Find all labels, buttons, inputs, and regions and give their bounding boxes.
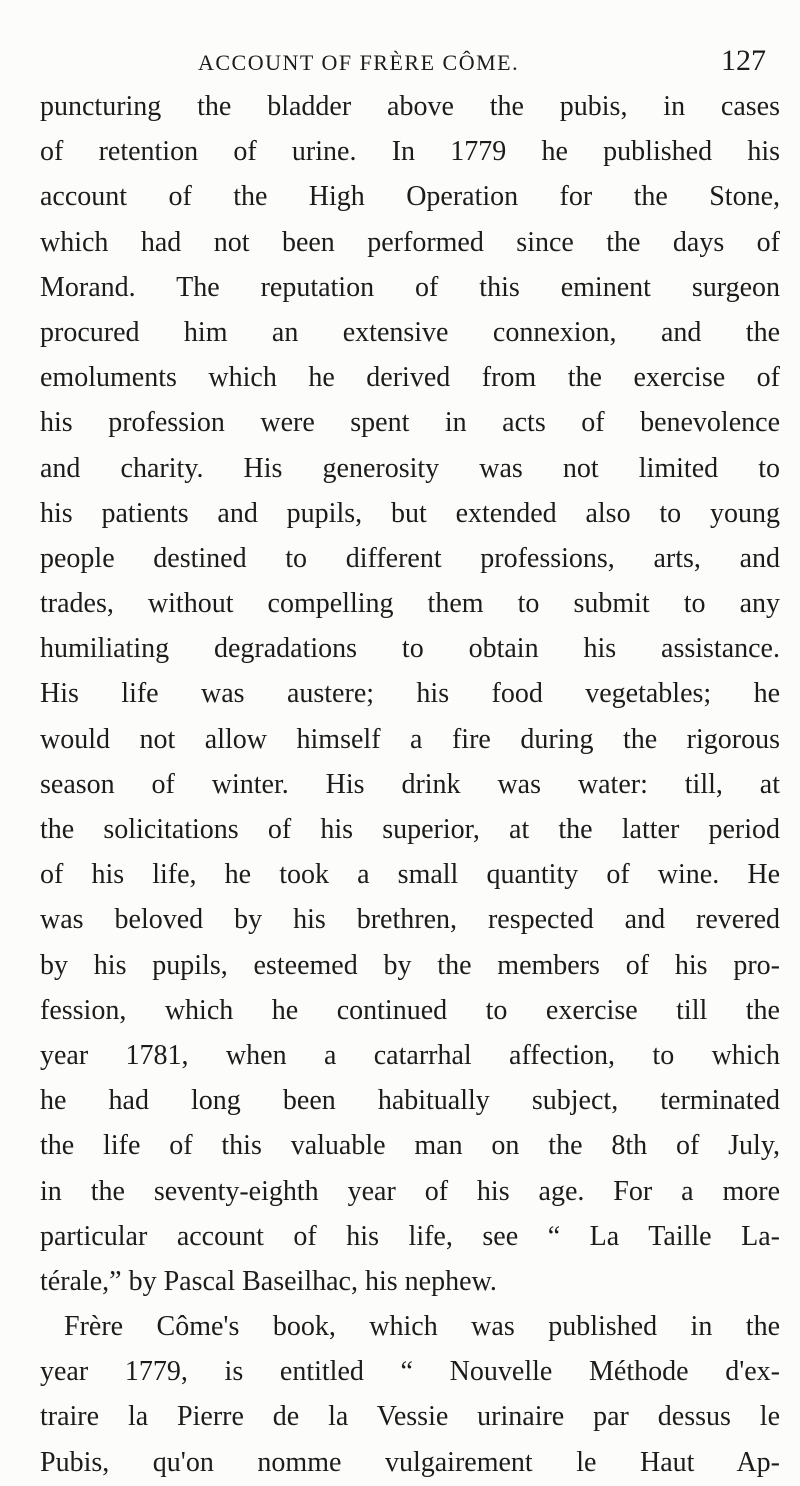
page-number: 127 bbox=[721, 44, 766, 77]
paragraph-end-line: térale,” by Pascal Baseilhac, his nephew. bbox=[40, 1265, 497, 1297]
text-line: particular account of his life, see “ La Taille La- bbox=[40, 1220, 780, 1252]
text-line: people destined to different professions, arts, and bbox=[40, 542, 780, 574]
text-line: of his life, he took a small quantity of wine. He bbox=[40, 859, 780, 891]
running-header bbox=[28, 44, 780, 84]
text-line: the solicitations of his superior, at the latter period bbox=[40, 814, 780, 845]
text-line: he had long been habitually subject, terminated bbox=[40, 1085, 780, 1117]
text-line: year 1781, when a catarrhal affection, to which bbox=[40, 1039, 780, 1071]
text-line: by his pupils, esteemed by the members of his pro- bbox=[40, 949, 780, 981]
text-line: was beloved by his brethren, respected and revered bbox=[40, 904, 780, 936]
text-line: Morand. The reputation of this eminent surgeon bbox=[40, 271, 780, 303]
text-line: His life was austere; his food vegetables; he bbox=[40, 678, 780, 710]
text-line: and charity. His generosity was not limited to bbox=[40, 452, 780, 484]
text-line: trades, without compelling them to submit to any bbox=[40, 588, 780, 620]
text-line: procured him an extensive connexion, and the bbox=[40, 316, 780, 348]
text-line: account of the High Operation for the Stone, bbox=[40, 181, 780, 213]
text-line: emoluments which he derived from the exercise of bbox=[40, 362, 780, 394]
text-line: humiliating degradations to obtain his assistance. bbox=[40, 633, 780, 665]
body-text bbox=[40, 84, 780, 1485]
text-line: season of winter. His drink was water: till, at bbox=[40, 768, 780, 800]
text-line: Pubis, qu'on nomme vulgairement le Haut Ap- bbox=[40, 1446, 780, 1478]
text-line: his patients and pupils, but extended also to young bbox=[40, 497, 780, 529]
text-line: would not allow himself a fire during the rigorous bbox=[40, 723, 780, 755]
text-line: the life of this valuable man on the 8th of July, bbox=[40, 1130, 780, 1162]
paragraph-start-line: Frère Côme's book, which was published in the bbox=[64, 1311, 780, 1343]
text-line: year 1779, is entitled “ Nouvelle Méthode d'ex- bbox=[40, 1356, 780, 1388]
text-line: fession, which he continued to exercise till the bbox=[40, 994, 780, 1026]
text-line: puncturing the bladder above the pubis, in cases bbox=[40, 91, 780, 122]
running-title: ACCOUNT OF FRÈRE CÔME. bbox=[198, 50, 520, 75]
text-line: of retention of urine. In 1779 he published his bbox=[40, 136, 780, 168]
text-line: in the seventy-eighth year of his age. For a more bbox=[40, 1175, 780, 1207]
text-line: which had not been performed since the days of bbox=[40, 226, 780, 258]
text-line: traire la Pierre de la Vessie urinaire par dessus le bbox=[40, 1401, 780, 1433]
text-line: his profession were spent in acts of benevolence bbox=[40, 407, 780, 439]
